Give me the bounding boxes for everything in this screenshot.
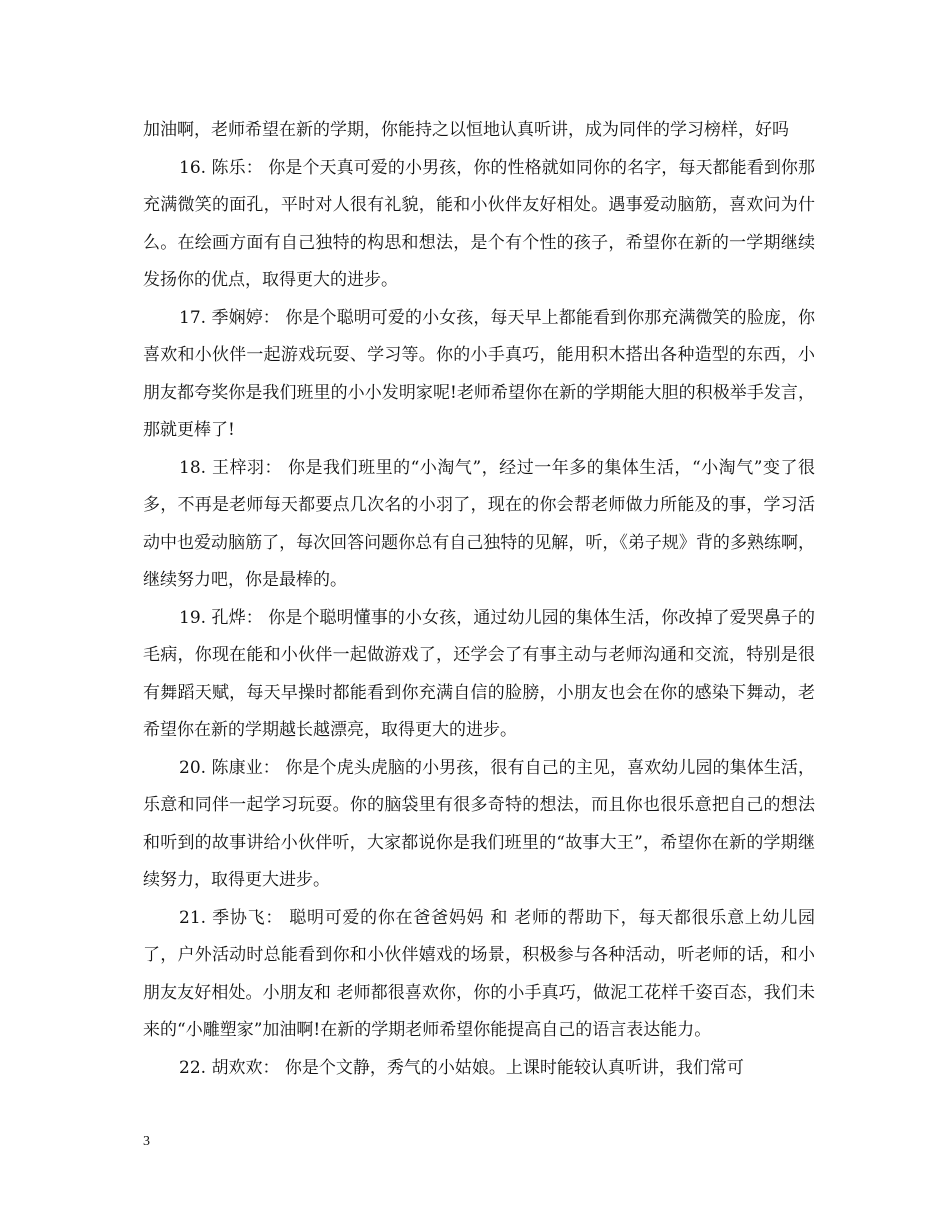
paragraph-comment-22: 22. 胡欢欢： 你是个文静，秀气的小姑娘。上课时能较认真听讲，我们常可 xyxy=(179,1057,744,1078)
paragraph-comment-16: 16. 陈乐： 你是个天真可爱的小男孩，你的性格就如同你的名字，每天都能看到你那充满微笑的面孔，平时对人很有礼貌，能和小伙伴友好相处。遇事爱动脑筋，喜欢问为什么。在绘画方面有自己独特的构思和想法，是个有个性的孩子，希望你在新的一学期继续发扬你的优点，取得更大的进步。 xyxy=(143,157,815,290)
paragraph-continuation: 加油啊，老师希望在新的学期，你能持之以恒地认真听讲，成为同伴的学习榜样，好吗 xyxy=(143,120,789,140)
paragraph-comment-19: 19. 孔烨： 你是个聪明懂事的小女孩，通过幼儿园的集体生活，你改掉了爱哭鼻子的毛病，你现在能和小伙伴一起做游戏了，还学会了有事主动与老师沟通和交流，特别是很有舞蹈天赋，每天早操时都能看到你充满自信的脸膀，小朋友也会在你的感染下舞动，老希望你在新的学期越长越漂亮，取得更大的进步。 xyxy=(143,607,815,740)
paragraph-comment-18: 18. 王梓羽： 你是我们班里的“小淘气”，经过一年多的集体生活，“小淘气”变了很多，不再是老师每天都要点几次名的小羽了，现在的你会帮老师做力所能及的事，学习活动中也爱动脑筋了，每次回答问题你总有自己独特的见解，听，《弟子规》背的多熟练啊，继续努力吧，你是最棒的。 xyxy=(143,457,815,590)
paragraph-comment-21: 21. 季协飞： 聪明可爱的你在爸爸妈妈 和 老师的帮助下，每天都很乐意上幼儿园了，户外活动时总能看到你和小伙伴嬉戏的场景，积极参与各种活动，听老师的话，和小朋友友好相处。小朋友和 老师都很喜欢你，你的小手真巧，做泥工花样千姿百态，我们未来的“小雕塑家”加油啊!在新的学期老师希望你能提高自己的语言表达能力。 xyxy=(143,907,815,1040)
paragraph-comment-17: 17. 季娴婷： 你是个聪明可爱的小女孩，每天早上都能看到你那充满微笑的脸庞，你喜欢和小伙伴一起游戏玩耍、学习等。你的小手真巧，能用积木搭出各种造型的东西，小朋友都夸奖你是我们班里的小小发明家呢!老师希望你在新的学期能大胆的积极举手发言，那就更棒了! xyxy=(143,307,815,440)
page-number: 3 xyxy=(143,1134,150,1149)
paragraph-comment-20: 20. 陈康业： 你是个虎头虎脑的小男孩，很有自己的主见，喜欢幼儿园的集体生活，乐意和同伴一起学习玩耍。你的脑袋里有很多奇特的想法，而且你也很乐意把自己的想法和听到的故事讲给小伙伴听，大家都说你是我们班里的“故事大王”，希望你在新的学期继续努力，取得更大进步。 xyxy=(143,757,815,890)
document-body xyxy=(143,112,815,1087)
